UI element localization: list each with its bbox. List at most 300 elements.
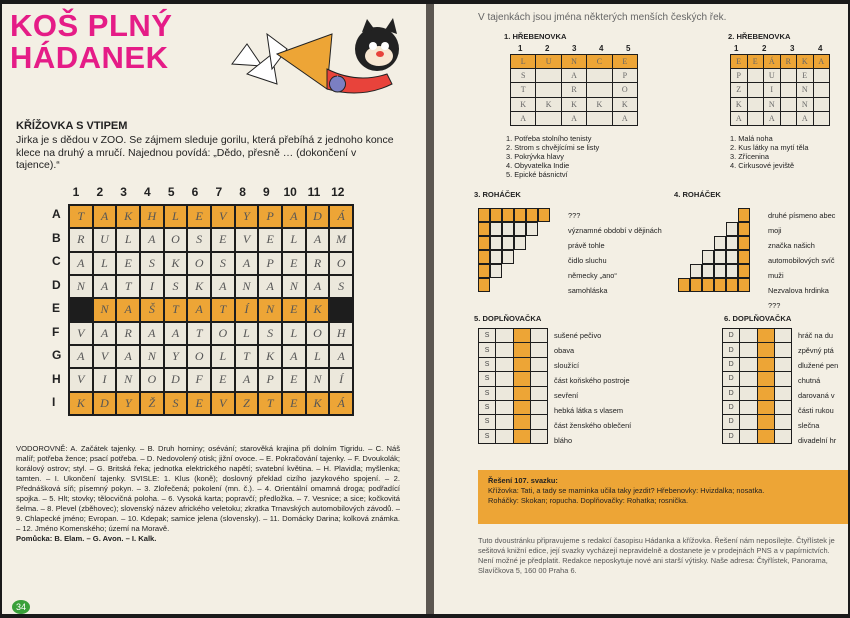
clues-hint: Pomůcka: B. Elam. – G. Avon. – I. Kalk. [16,534,157,543]
d6-grid [722,328,792,444]
dopl-cell: S [479,372,495,385]
crossword-cell: O [212,323,234,344]
stair-cell [478,236,490,250]
clue-item: hebká látka s vlasem [554,406,624,415]
crossword-cell: A [307,229,329,250]
crossword-cell: K [117,206,139,227]
crossword-cell: N [283,276,305,297]
crossword-cell: A [94,276,116,297]
word-cell: A [613,112,637,125]
dopl-cell [514,372,530,385]
word-cell [814,69,830,82]
h2-grid [730,54,830,126]
crossword-cell: T [117,276,139,297]
dopl-cell [531,387,547,400]
dopl-cell [775,343,791,356]
word-cell: A [731,112,747,125]
crossword-cell: A [236,253,258,274]
crossword-cell: O [141,369,163,390]
answers-line-2: Roháčky: Skokan; ropucha. Doplňovačky: Rohatka; rosnička. [488,496,689,505]
column-number: 2 [545,44,550,53]
dopl-cell [740,415,756,428]
crossword-cell: S [330,276,352,297]
clue-item: samohláska [568,286,608,295]
word-cell [748,69,764,82]
word-cell: A [562,69,586,82]
dopl-cell: S [479,343,495,356]
crossword-cell: A [165,323,187,344]
dopl-cell: D [723,415,739,428]
crossword-cell: E [283,253,305,274]
clue-item: čidlo sluchu [568,256,607,265]
column-number: 4 [599,44,604,53]
clue-item: 4. Cirkusové jeviště [730,161,795,170]
section-title-d6: 6. DOPLŇOVAČKA [724,314,792,323]
word-cell: A [764,112,780,125]
clue-item: 2. Strom s chvějícími se listy [506,143,600,152]
crossword-cell: V [70,323,92,344]
stair-cell [726,222,738,236]
crossword-cell: L [283,323,305,344]
stair-cell [478,222,490,236]
crossword-cell: A [307,276,329,297]
column-label: 5 [167,185,175,199]
clue-item: právě tohle [568,241,605,250]
answers-line-1: Křížovka: Tati, a tady se maminka učila taky jezdit? Hřebenovky: Hvizdalka; nosatka. [488,486,765,495]
book-gutter [426,4,434,614]
clue-item: hráč na du [798,331,833,340]
dopl-cell [514,387,530,400]
word-cell [781,112,797,125]
stair-cell [502,250,514,264]
row-label: A [52,207,61,221]
crossword-cell: P [259,206,281,227]
crossword-cell: I [94,369,116,390]
dopl-cell [740,372,756,385]
dopl-cell: D [723,430,739,443]
word-cell: K [797,55,813,68]
clue-item: Nezvalova hrdinka [768,286,829,295]
clues-horizontal: VODOROVNĚ: A. Začátek tajenky. – B. Druh horniny; osévání; starověká krajina při dolním Tigridu. – C. Náš malíř; potřeba žence; psací potřeba. – D. Nedovolený otisk; jižní ovoce. – E. Pokračování tajenky. – F. Dvoukolák; korálový ostrov; styl. – G. Britská řeka; jednotka elektrického napětí; svatební květina. – H. Plavidla; myšlenka; tamten. – I. Ukončení tajenky. [16,444,400,483]
clue-item: ??? [768,301,781,310]
row-label: C [52,254,61,268]
crossword-cell: F [188,369,210,390]
crossword-cell: S [188,229,210,250]
crossword-cell: Y [236,206,258,227]
stair-cell [738,236,750,250]
column-label: 2 [96,185,104,199]
crossword-cell: N [259,299,281,320]
crossword-cell: K [259,346,281,367]
stair-cell [526,208,538,222]
crossword-cell: L [212,346,234,367]
crossword-cell: E [283,369,305,390]
crossword-cell: H [141,206,163,227]
dopl-cell [496,358,512,371]
clue-item: 2. Kus látky na mytí těla [730,143,809,152]
clue-item: obava [554,346,575,355]
column-labels [65,185,365,199]
word-cell: P [731,69,747,82]
crossword-cell: E [212,369,234,390]
crossword-cell: E [283,299,305,320]
crossword-cell: N [70,276,92,297]
dopl-cell: S [479,415,495,428]
crossword-cell: T [188,323,210,344]
column-label: 6 [191,185,199,199]
crossword-cell: L [283,229,305,250]
column-number: 1 [734,44,739,53]
stair-cell [702,264,714,278]
word-cell: E [613,55,637,68]
word-cell: P [613,69,637,82]
dopl-cell [758,372,774,385]
column-number: 2 [762,44,767,53]
word-cell: A [814,55,830,68]
column-label: 1 [72,185,80,199]
stair-cell [502,208,514,222]
crossword-cell: T [236,346,258,367]
crossword-cell: R [70,229,92,250]
dopl-cell [531,329,547,342]
clue-item: muži [768,271,784,280]
crossword-cell: V [236,229,258,250]
dopl-cell [496,372,512,385]
dopl-cell [740,430,756,443]
dopl-cell [514,358,530,371]
stair-cell [714,278,726,292]
crossword-cell: S [212,253,234,274]
crossword-cell: K [165,253,187,274]
word-cell: E [797,69,813,82]
crossword-cell: Á [330,206,352,227]
dopl-cell [775,401,791,414]
word-cell [587,83,611,96]
crossword-cell: L [307,346,329,367]
crossword-cell: A [141,229,163,250]
footer-note: Tuto dvoustránku připravujeme s redakcí časopisu Hádanka a křížovka. Řešení nám neposílejte. Čtyřlístek je sešitová knižní edice, její svazky vycházejí nepravidelně a dostanete je v prodejnách PNS a v papírnictvích. Není možné je předplatit. Redakce neposkytuje nové ani starší výtisky. Naše adresa: Čtyřlístek, Panorama, Slavíčkova 5, 160 00 Praha 6. [478,536,835,575]
crossword-cell: U [94,229,116,250]
dopl-cell [531,372,547,385]
crossword-cell: P [259,369,281,390]
dopl-cell [740,401,756,414]
dopl-cell [496,401,512,414]
crossword-cell: N [117,369,139,390]
answers-title: Řešení 107. svazku: [488,476,558,485]
row-label: E [52,301,61,315]
r4-clues [768,208,848,313]
word-cell [536,112,560,125]
word-cell: U [764,69,780,82]
stair-cell [714,264,726,278]
clue-item: bláho [554,436,573,445]
dopl-cell: S [479,387,495,400]
dopl-cell [775,387,791,400]
stair-cell [678,278,690,292]
crossword-cell: D [165,369,187,390]
clue-item: 4. Obyvatelka Indie [506,161,570,170]
crossword-cell: N [236,276,258,297]
dopl-cell [758,430,774,443]
stair-cell [726,250,738,264]
column-number: 3 [790,44,795,53]
dopl-cell [740,387,756,400]
column-label: 9 [263,185,270,199]
dopl-cell [740,329,756,342]
dopl-cell: S [479,329,495,342]
word-cell: I [764,83,780,96]
stair-cell [690,264,702,278]
word-cell: K [536,98,560,111]
crossword-cell: Y [117,393,139,414]
word-cell: A [562,112,586,125]
word-cell: Z [731,83,747,96]
crossword-cell: L [94,253,116,274]
answers-box [478,470,848,524]
clue-item: moji [768,226,782,235]
word-cell: E [748,55,764,68]
crossword-cell: T [212,299,234,320]
crossword-cell: Z [236,393,258,414]
word-cell: N [764,98,780,111]
crossword-cell: A [330,346,352,367]
crossword-cell: V [94,346,116,367]
stair-cell [714,236,726,250]
row-label: D [52,277,61,292]
word-cell: K [731,98,747,111]
section-title-h1: 1. HŘEBENOVKA [504,32,567,41]
crossword-cell: O [188,346,210,367]
clue-item: sloužící [554,361,580,370]
clue-item: 1. Malá noha [730,134,773,143]
crossword-cell: E [212,229,234,250]
stair-cell [526,222,538,236]
dopl-cell: D [723,387,739,400]
d6-clues [798,328,838,448]
stair-cell [726,236,738,250]
crossword-cell: O [307,323,329,344]
stair-cell [738,222,750,236]
dopl-cell [531,343,547,356]
dopl-cell [514,430,530,443]
stair-cell [738,278,750,292]
word-cell [748,112,764,125]
dopl-cell [775,372,791,385]
title-line-2: HÁDANEK [10,40,169,75]
stair-cell [538,208,550,222]
row-label: I [52,395,56,409]
stair-cell [738,264,750,278]
stair-cell [514,236,526,250]
word-cell: C [587,55,611,68]
right-page [434,4,848,614]
crossword-cell: K [307,393,329,414]
crossword-clues [16,444,400,544]
crossword-cell: A [141,323,163,344]
word-cell: N [797,98,813,111]
word-cell: T [511,83,535,96]
crossword-cell: H [330,323,352,344]
word-cell [536,69,560,82]
dopl-cell [740,358,756,371]
crossword-cell: D [307,206,329,227]
word-cell [587,69,611,82]
column-label: 10 [283,185,297,199]
stair-cell [490,222,502,236]
stair-cell [490,208,502,222]
crossword-cell [70,299,92,320]
word-cell: Á [764,55,780,68]
clue-item: 3. Zřícenina [730,152,770,161]
stair-cell [502,236,514,250]
crossword-cell: R [117,323,139,344]
crossword-cell: L [236,323,258,344]
crossword-cell: L [117,229,139,250]
crossword-cell: S [165,393,187,414]
word-cell [814,83,830,96]
word-cell: N [562,55,586,68]
dopl-cell [514,401,530,414]
dopl-cell [775,415,791,428]
dopl-cell [514,329,530,342]
dopl-cell [758,329,774,342]
dopl-cell: S [479,401,495,414]
stair-cell [478,208,490,222]
dopl-cell [514,415,530,428]
clue-item: sušené pečivo [554,331,602,340]
crossword-cell: A [70,346,92,367]
d5-clues [554,328,631,448]
word-cell: R [781,55,797,68]
stair-cell [514,208,526,222]
dopl-cell [531,358,547,371]
dopl-cell [758,358,774,371]
dopl-cell [758,387,774,400]
crossword-cell: Á [330,393,352,414]
crossword-cell: K [188,276,210,297]
word-cell [781,69,797,82]
crossword-cell: Š [141,299,163,320]
row-label: G [52,348,62,362]
dopl-cell [496,329,512,342]
stair-cell [702,278,714,292]
crossword-cell: O [330,253,352,274]
word-cell: K [562,98,586,111]
clue-item: německy „ano“ [568,271,617,280]
crossword-cell: O [188,253,210,274]
column-label: 11 [307,185,321,199]
crossword-cell: A [94,206,116,227]
stair-cell [714,250,726,264]
word-cell [781,83,797,96]
crossword-cell: A [70,253,92,274]
crossword-cell: E [117,253,139,274]
page-number: 34 [12,600,30,614]
dopl-cell [758,343,774,356]
word-cell: U [536,55,560,68]
word-cell: L [511,55,535,68]
word-cell: O [613,83,637,96]
stair-cell [514,222,526,236]
crossword-cell: V [212,393,234,414]
crossword-intro: Jirka je s dědou v ZOO. Se zájmem sleduje gorilu, která přebíhá z jednoho konce klece na druhý a mručí. Najednou povídá: „Dědo, přesně … (dokončení v tajence).“ [16,134,394,171]
stair-cell [478,250,490,264]
clue-item: zpěvný ptá [798,346,834,355]
left-page [2,4,426,614]
crossword-cell: S [165,276,187,297]
clue-item: část koňského postroje [554,376,630,385]
crossword-cell: A [283,346,305,367]
dopl-cell: D [723,372,739,385]
h1-grid [510,54,638,126]
clue-item: druhé písmeno abec [768,211,836,220]
dopl-cell [531,430,547,443]
column-number: 3 [572,44,577,53]
crossword-cell: Í [236,299,258,320]
dopl-cell [496,430,512,443]
crossword-cell: E [188,206,210,227]
r3-clues [568,208,662,298]
dopl-cell: S [479,358,495,371]
dopl-cell [758,415,774,428]
dopl-cell [775,430,791,443]
crossword-cell: K [307,299,329,320]
stair-cell [690,278,702,292]
crossword-cell: A [94,323,116,344]
word-cell [814,112,830,125]
stair-cell [726,264,738,278]
dopl-cell: D [723,343,739,356]
dopl-cell: S [479,430,495,443]
clue-item: darovaná v [798,391,835,400]
word-cell [814,98,830,111]
stair-cell [478,264,490,278]
crossword-cell: E [188,393,210,414]
crossword-cell: A [283,206,305,227]
clue-item: divadelní hr [798,436,837,445]
clues-vertical: SVISLE: 1. Klus (koně); doslovný překlad cizího jazykového spojení. – 2. Přednášková síň; písemný pokyn. – 3. Zlořečená; pokolení (mn. č.). – 4. Orientální omamná droga; podřadící spojka. – 5. Hlt; stovky; tělocvičná poloha. – 6. Vysoká karta; popravčí; předložka. – 7. Vesnice; a sice; kočkovitá šelma. – 8. Plevel (zběhovec); slovenský název afrického veletoku; zkratka Trnavských automobilových závodů. – 9. Chlapecké jméno; Evropan. – 10. Kdepak; samice jelena (slovensky). – 11. Domácky Darina; kolková známka. – 12. Jméno Komenského; území na Moravě. [16,474,400,533]
column-label: 12 [331,185,345,199]
crossword-cell: O [165,229,187,250]
crossword-grid [68,204,354,416]
crossword-cell: A [188,299,210,320]
crossword-cell: T [70,206,92,227]
crossword-cell: V [212,206,234,227]
column-label: 3 [120,185,127,199]
clue-item: slečna [798,421,820,430]
crossword-heading: KŘÍŽOVKA S VTIPEM [16,120,128,132]
word-cell [587,112,611,125]
stair-cell [726,278,738,292]
crossword-cell: S [259,323,281,344]
word-cell: A [797,112,813,125]
cat-illustration [227,14,427,109]
word-cell: S [511,69,535,82]
word-cell: A [511,112,535,125]
word-cell: K [511,98,535,111]
column-number: 1 [518,44,523,53]
crossword-cell: Í [330,369,352,390]
word-cell: E [731,55,747,68]
column-label: 4 [144,185,151,199]
crossword-cell: E [283,393,305,414]
stair-cell [490,250,502,264]
row-label: F [52,324,60,339]
crossword-cell: D [94,393,116,414]
stair-cell [478,278,490,292]
dopl-cell [775,358,791,371]
crossword-cell: A [259,276,281,297]
